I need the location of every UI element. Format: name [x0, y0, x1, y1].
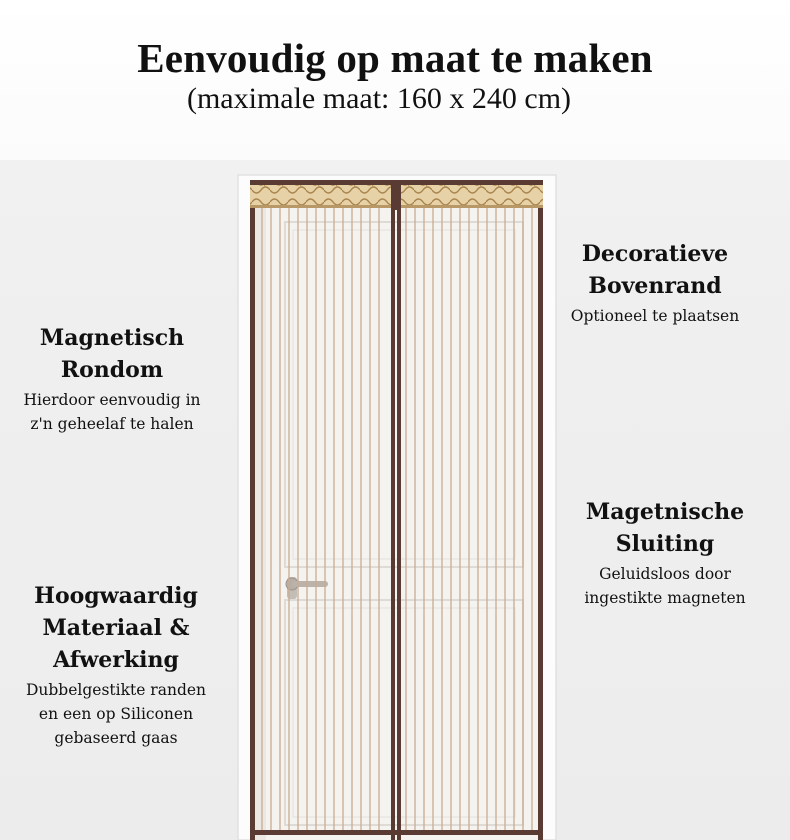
feature-heading: Decoratieve	[581, 241, 729, 267]
feature-heading: Afwerking	[53, 647, 179, 673]
feature-description: Hierdoor eenvoudig in	[23, 391, 201, 409]
feature-description: ingestikte magneten	[584, 589, 746, 607]
feature-heading: Materiaal &	[42, 615, 190, 641]
feature-description: Dubbelgestikte randen	[25, 681, 207, 699]
feature-hoogwaardig-materiaal	[2, 580, 230, 750]
feature-heading: Sluiting	[615, 531, 715, 557]
feature-heading: Magetnische	[585, 499, 745, 525]
feature-decoratieve-bovenrand	[545, 238, 765, 328]
page-title: Eenvoudig op maat te maken	[137, 35, 653, 81]
feature-description: Geluidsloos door	[599, 565, 731, 583]
feature-heading: Magnetisch	[39, 325, 185, 351]
feature-description: z'n geheelaf te halen	[30, 415, 194, 433]
feature-description: en een op Siliconen	[38, 705, 194, 723]
decorative-valance-icon	[250, 180, 543, 210]
feature-magnetisch-rondom	[2, 322, 222, 436]
feature-heading: Bovenrand	[588, 273, 722, 299]
page-subtitle: (maximale maat: 160 x 240 cm)	[186, 82, 572, 115]
feature-heading: Rondom	[60, 357, 164, 383]
feature-description: Optioneel te plaatsen	[570, 307, 740, 325]
feature-magnetische-sluiting	[545, 496, 785, 610]
feature-heading: Hoogwaardig	[34, 583, 198, 609]
feature-description: gebaseerd gaas	[54, 729, 178, 747]
